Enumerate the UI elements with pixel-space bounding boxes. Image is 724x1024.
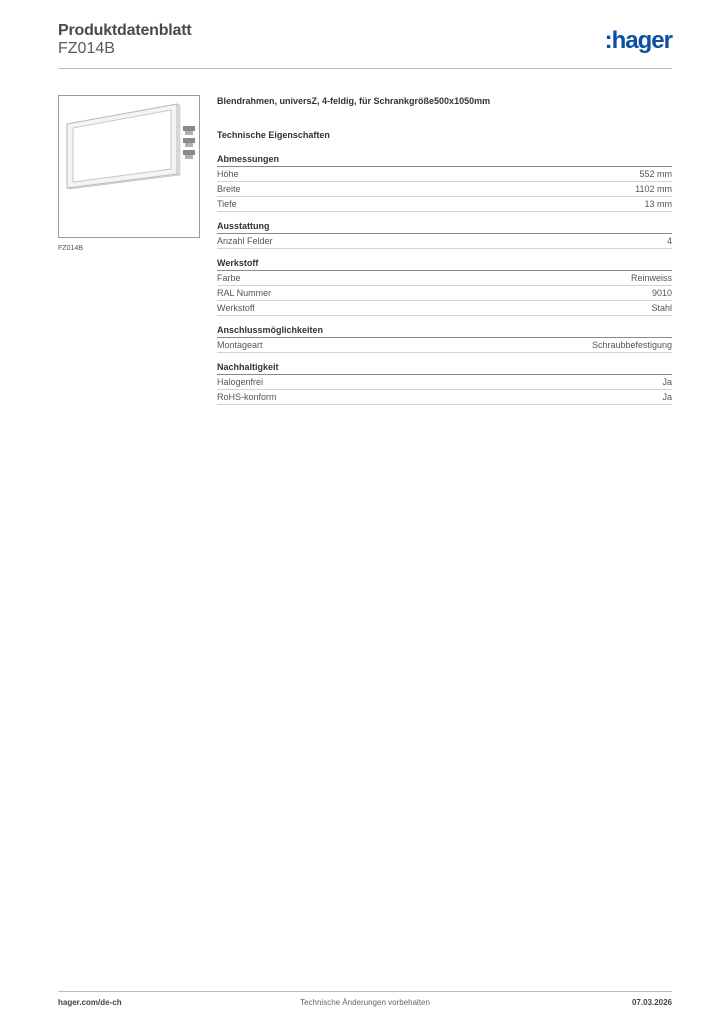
- page-title: Produktdatenblatt: [58, 22, 192, 39]
- property-label: Werkstoff: [217, 303, 255, 313]
- property-value: 1102 mm: [635, 184, 672, 194]
- section-equipment: [217, 221, 672, 249]
- page-footer: [58, 998, 672, 1010]
- property-label: Breite: [217, 184, 241, 194]
- image-caption: FZ014B: [58, 245, 83, 252]
- property-row: [217, 301, 672, 316]
- property-value: 9010: [651, 288, 672, 298]
- property-label: RAL Nummer: [217, 288, 272, 298]
- property-row: [217, 338, 672, 353]
- property-label: Montageart: [217, 340, 263, 350]
- product-details: [217, 96, 672, 414]
- footer-disclaimer: Technische Änderungen vorbehalten: [300, 998, 430, 1007]
- page-header: [58, 22, 672, 68]
- property-value: 13 mm: [644, 199, 672, 209]
- product-description: Blendrahmen, universZ, 4-feldig, für Schrankgröße500x1050mm: [217, 96, 491, 106]
- property-row: [217, 286, 672, 301]
- product-code: FZ014B: [58, 40, 115, 57]
- property-row: [217, 234, 672, 249]
- section-sustainability: [217, 362, 672, 405]
- property-value: Reinweiss: [630, 273, 672, 283]
- footer-divider: [58, 991, 672, 992]
- website-link[interactable]: hager.com/de-ch: [58, 998, 122, 1007]
- section-title: Anschlussmöglichkeiten: [217, 325, 672, 338]
- section-dimensions: [217, 154, 672, 212]
- section-title: Nachhaltigkeit: [217, 362, 672, 375]
- property-label: Höhe: [217, 169, 239, 179]
- frame-illustration: [59, 96, 199, 237]
- property-value: 552 mm: [639, 169, 672, 179]
- property-value: Ja: [662, 377, 672, 387]
- property-row: [217, 182, 672, 197]
- property-label: Anzahl Felder: [217, 236, 273, 246]
- tech-properties-heading: Technische Eigenschaften: [217, 130, 330, 140]
- property-value: Ja: [662, 392, 672, 402]
- product-image: [58, 95, 200, 238]
- section-title: Werkstoff: [217, 258, 672, 271]
- property-label: RoHS-konform: [217, 392, 277, 402]
- footer-date: 07.03.2026: [631, 998, 672, 1007]
- section-title: Abmessungen: [217, 154, 672, 167]
- property-value: Stahl: [651, 303, 672, 313]
- property-row: [217, 271, 672, 286]
- property-row: [217, 375, 672, 390]
- hager-logo: :hager: [604, 27, 672, 54]
- section-connection: [217, 325, 672, 353]
- property-row: [217, 197, 672, 212]
- property-label: Farbe: [217, 273, 241, 283]
- section-material: [217, 258, 672, 316]
- property-row: [217, 390, 672, 405]
- property-label: Tiefe: [217, 199, 237, 209]
- property-label: Halogenfrei: [217, 377, 264, 387]
- section-title: Ausstattung: [217, 221, 672, 234]
- property-row: [217, 167, 672, 182]
- property-value: Schraubbefestigung: [591, 340, 672, 350]
- property-value: 4: [666, 236, 672, 246]
- header-divider: [58, 68, 672, 69]
